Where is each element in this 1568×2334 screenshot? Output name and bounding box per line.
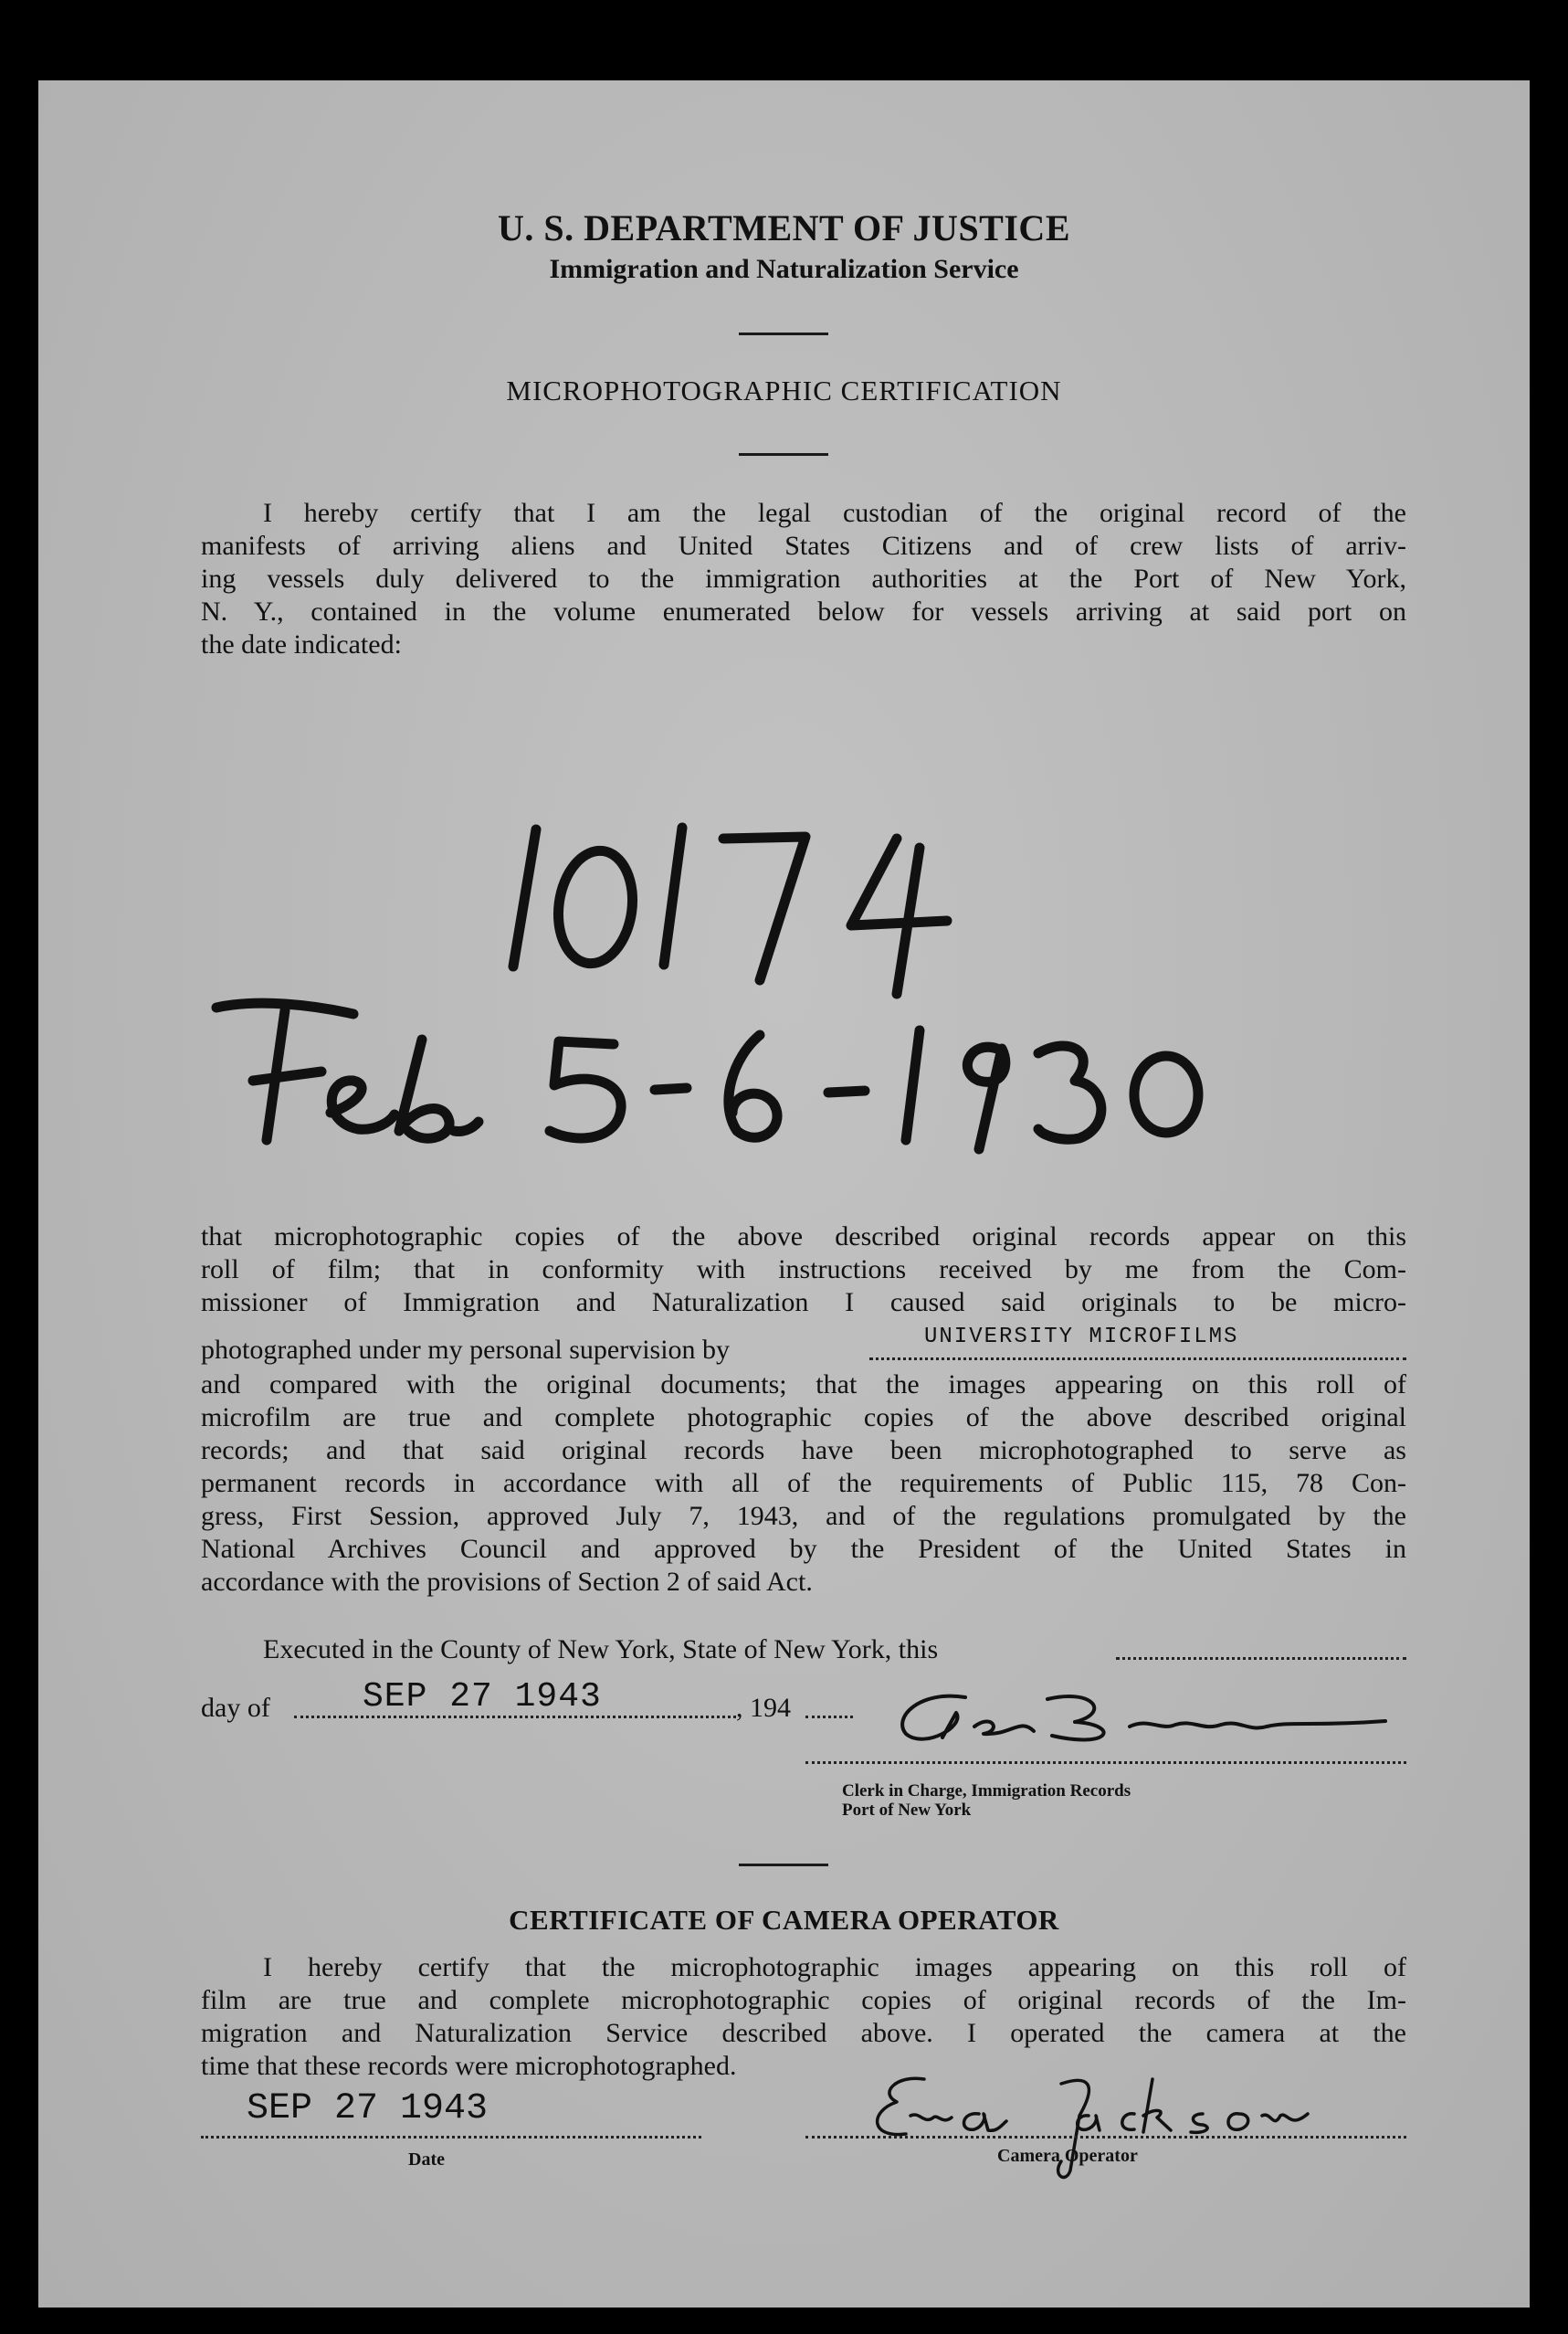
photographed-by-label: photographed under my personal supervision by: [201, 1335, 731, 1365]
body-line: permanent records in accordance with all of the requirements of Public 115, 78 Con-: [201, 1468, 1406, 1498]
certification-title: MICROPHOTOGRAPHIC CERTIFICATION: [506, 375, 1062, 407]
camera-operator-title: CERTIFICATE OF CAMERA OPERATOR: [509, 1904, 1059, 1936]
dotted-fill-line: [805, 1716, 853, 1718]
body-line: National Archives Council and approved by the President of the United States in: [201, 1534, 1406, 1564]
camera-line: film are true and complete microphotographic copies of original records of the Im-: [201, 1985, 1406, 2015]
department-heading: U. S. DEPARTMENT OF JUSTICE: [498, 207, 1070, 248]
day-of-date-stamp: SEP 27 1943: [363, 1677, 602, 1716]
body-line: and compared with the original documents; that the images appearing on this roll of: [201, 1369, 1406, 1399]
clerk-port: Port of New York: [842, 1801, 972, 1820]
operator-label: Camera Operator: [997, 2146, 1138, 2166]
body-line: gress, First Session, approved July 7, 1943, and of the regulations promulgated by the: [201, 1501, 1406, 1531]
intro-line: manifests of arriving aliens and United States Citizens and of crew lists of arriv-: [201, 531, 1406, 561]
executed-line: Executed in the County of New York, State of New York, this: [263, 1634, 939, 1664]
intro-line: ing vessels duly delivered to the immigration authorities at the Port of New York,: [201, 564, 1406, 594]
camera-line: I hereby certify that the microphotographic images appearing on this roll of: [263, 1952, 1406, 1982]
handwritten-volume-entry: [175, 720, 1226, 1158]
body-line: that microphotographic copies of the above described original records appear on this: [201, 1221, 1406, 1251]
intro-line: I hereby certify that I am the legal custodian of the original record of the: [263, 498, 1406, 528]
service-subheading: Immigration and Naturalization Service: [549, 254, 1019, 284]
divider: [739, 453, 828, 456]
operator-signature-line: [805, 2136, 1406, 2139]
date-label: Date: [408, 2149, 445, 2170]
camera-line: time that these records were microphotographed.: [201, 2051, 737, 2081]
year-suffix: , 194: [736, 1693, 791, 1723]
body-line: microfilm are true and complete photographic copies of the above described original: [201, 1402, 1406, 1432]
clerk-title: Clerk in Charge, Immigration Records: [842, 1781, 1131, 1801]
divider: [739, 333, 828, 335]
body-line: accordance with the provisions of Section 2 of said Act.: [201, 1567, 813, 1597]
operator-date-stamp: SEP 27 1943: [247, 2088, 489, 2129]
intro-line: N. Y., contained in the volume enumerated below for vessels arriving at said port on: [201, 597, 1406, 627]
clerk-signature-line: [805, 1761, 1406, 1764]
divider: [739, 1864, 828, 1866]
clerk-signature: [856, 1681, 1404, 1754]
body-line: records; and that said original records have been microphotographed to serve as: [201, 1435, 1406, 1465]
body-line: missioner of Immigration and Naturalization I caused said originals to be micro-: [201, 1287, 1406, 1317]
certificate-sheet: [38, 80, 1530, 2308]
operator-signature: [851, 2061, 1326, 2189]
intro-line: the date indicated:: [201, 629, 402, 660]
dotted-fill-line: [1116, 1657, 1406, 1660]
dotted-fill-line: [869, 1357, 1406, 1360]
day-of-label: day of: [201, 1693, 270, 1723]
photographed-by-value: UNIVERSITY MICROFILMS: [924, 1325, 1239, 1349]
date-line: [201, 2136, 701, 2139]
camera-line: migration and Naturalization Service described above. I operated the camera at the: [201, 2018, 1406, 2048]
body-line: roll of film; that in conformity with instructions received by me from the Com-: [201, 1254, 1406, 1284]
